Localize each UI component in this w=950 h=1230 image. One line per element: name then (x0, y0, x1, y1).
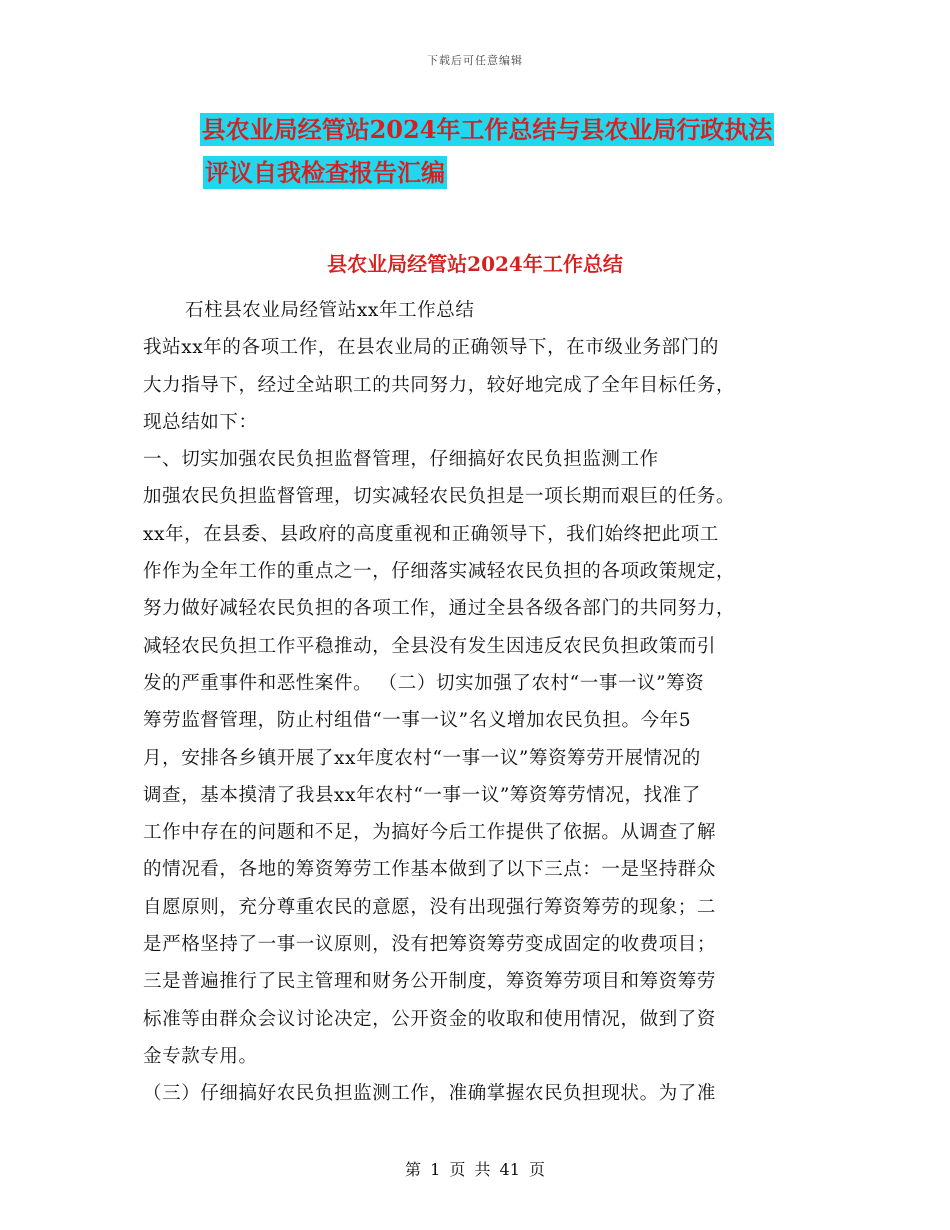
body-text-line: 一、切实加强农民负担监督管理，仔细搞好农民负担监测工作 (143, 449, 659, 471)
body-text-line: 努力做好减轻农民负担的各项工作，通过全县各级各部门的共同努力， (143, 598, 736, 620)
body-text-line: 调查，基本摸清了我县xx年农村“一事一议”筹资筹劳情况，找准了 (143, 784, 701, 806)
body-text-line: 的情况看，各地的筹资筹劳工作基本做到了以下三点：一是坚持群众 (143, 859, 717, 881)
document-title-line-1-text: 县农业局经管站2024年工作总结与县农业局行政执法 (201, 115, 773, 144)
body-text-line: 现总结如下： (143, 411, 258, 433)
body-text-line: 作作为全年工作的重点之一，仔细落实减轻农民负担的各项政策规定， (143, 561, 736, 583)
section-title: 县农业局经管站2024年工作总结 (327, 252, 623, 276)
body-text-line: 筹劳监督管理，防止村组借“一事一议”名义增加农民负担。今年5 (143, 710, 692, 732)
body-text-line: 发的严重事件和恶性案件。 （二）切实加强了农村“一事一议”筹资 (143, 672, 705, 694)
body-text (143, 292, 823, 1113)
body-subtitle-line: 石柱县农业局经管站xx年工作总结 (185, 300, 475, 321)
page-header-note: 下载后可任意编辑 (427, 54, 523, 67)
body-text-line: 三是普遍推行了民主管理和财务公开制度，筹资筹劳项目和筹资筹劳 (143, 971, 717, 993)
body-text-line: 标准等由群众会议讨论决定，公开资金的收取和使用情况，做到了资 (143, 1008, 717, 1030)
page-footer: 第 1 页 共 41 页 (405, 1160, 545, 1179)
body-text-line: 工作中存在的问题和不足，为搞好今后工作提供了依据。从调查了解 (143, 822, 717, 844)
document-title-line-1 (0, 113, 950, 147)
body-text-line: xx年，在县委、县政府的高度重视和正确领导下，我们始终把此项工 (143, 523, 719, 545)
document-title-line-2 (0, 156, 800, 190)
document-title-line-2-text: 评议自我检查报告汇编 (205, 158, 445, 187)
body-text-line: 加强农民负担监督管理，切实减轻农民负担是一项长期而艰巨的任务。 (143, 486, 736, 508)
body-text-line: 是严格坚持了一事一议原则，没有把筹资筹劳变成固定的收费项目； (143, 934, 717, 956)
body-text-line: 我站xx年的各项工作，在县农业局的正确领导下，在市级业务部门的 (143, 337, 719, 359)
body-text-line: 自愿原则，充分尊重农民的意愿，没有出现强行筹资筹劳的现象；二 (143, 896, 717, 918)
body-text-line: 减轻农民负担工作平稳推动，全县没有发生因违反农民负担政策而引 (143, 635, 717, 657)
body-text-line: 月，安排各乡镇开展了xx年度农村“一事一议”筹资筹劳开展情况的 (143, 747, 701, 769)
body-text-line: 金专款专用。 (143, 1045, 258, 1067)
body-text-line: （三）仔细搞好农民负担监测工作，准确掌握农民负担现状。为了准 (143, 1083, 717, 1105)
body-text-line: 大力指导下，经过全站职工的共同努力，较好地完成了全年目标任务， (143, 374, 736, 396)
